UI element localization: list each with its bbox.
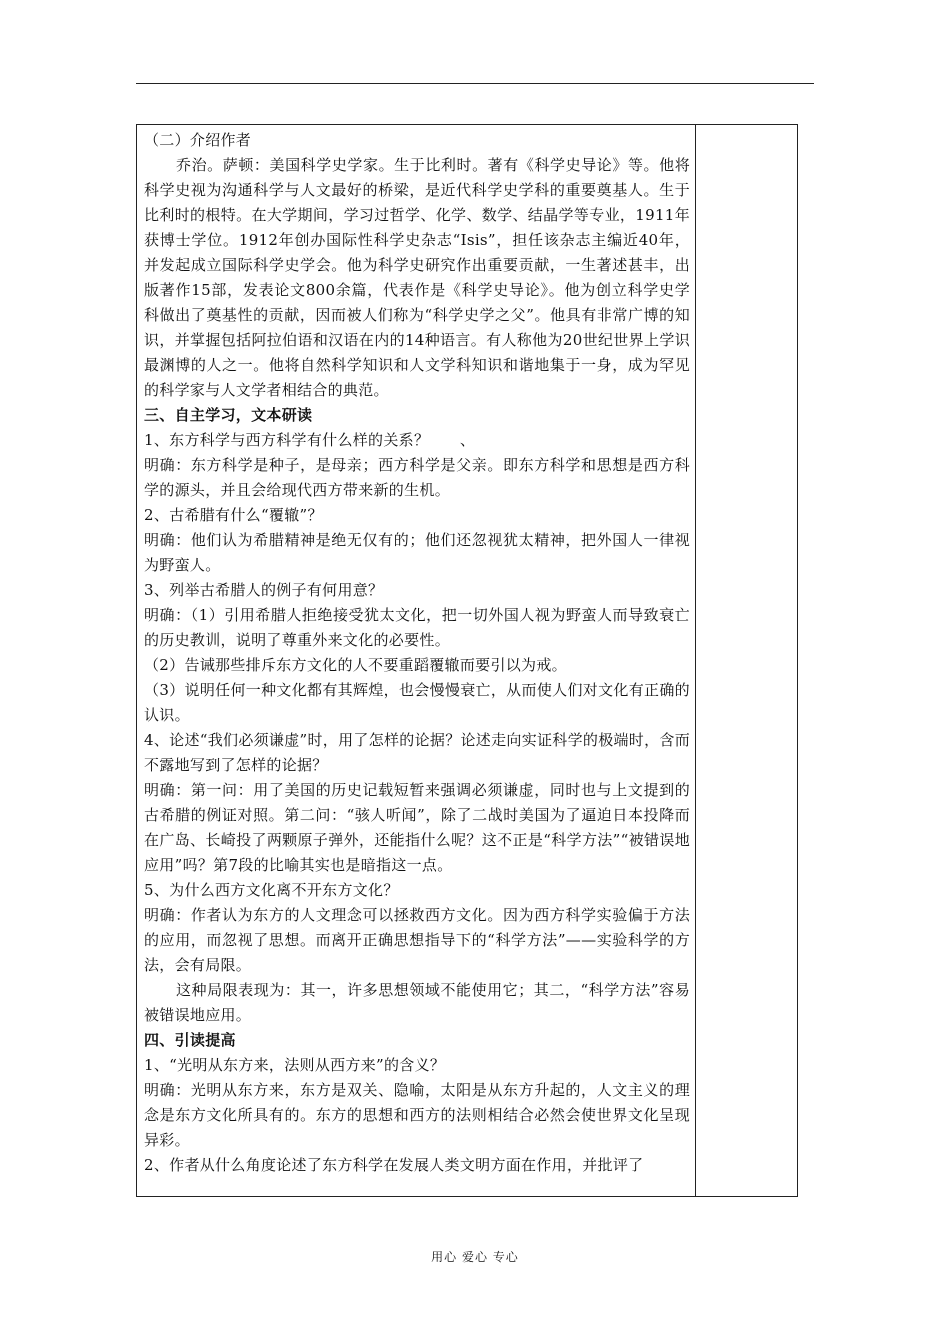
page-footer: 用心 爱心 专心 xyxy=(431,1250,519,1264)
block-a6 xyxy=(144,1078,690,1153)
block-a2 xyxy=(144,528,690,578)
question: 1、东方科学与西方科学有什么样的关系？ 、 xyxy=(144,431,476,449)
answer: 明确：作者认为东方的人文理念可以拯救西方文化。因为西方科学实验偏于方法的应用，而忽视了思想。而离开正确思想指导下的“科学方法”——实验科学的方法，会有局限。 xyxy=(144,906,690,974)
block-a5-limits xyxy=(144,978,690,1028)
question: 2、古希腊有什么“覆辙”？ xyxy=(144,506,323,524)
answer: 明确：东方科学是种子，是母亲；西方科学是父亲。即东方科学和思想是西方科学的源头，并且会给现代西方带来新的生机。 xyxy=(144,456,690,499)
lesson-content xyxy=(144,128,690,1178)
answer: 明确：他们认为希腊精神是绝无仅有的；他们还忽视犹太精神，把外国人一律视为野蛮人。 xyxy=(144,531,690,574)
block-section-intro-author xyxy=(144,128,690,153)
answer: （3）说明任何一种文化都有其辉煌，也会慢慢衰亡，从而使人们对文化有正确的认识。 xyxy=(144,681,690,724)
paragraph: 乔治。萨顿：美国科学史学家。生于比利时。著有《科学史导论》等。他将科学史视为沟通科学与人文最好的桥梁，是近代科学史学科的重要奠基人。生于比利时的根特。在大学期间，学习过哲学、化学、数学、结晶学等专业，1911年获博士学位。1912年创办国际性科学史杂志“Isis”，担任该杂志主编近40年，并发起成立国际科学史学会。他为科学史研究作出重要贡献，一生著述甚丰，出版著作15部，发表论文800余篇，代表作是《科学史导论》。他为创立科学史学科做出了奠基性的贡献，因而被人们称为“科学史学之父”。他具有非常广博的知识，并掌握包括阿拉伯语和汉语在内的14种语言。有人称他为20世纪世界上学识最渊博的人之一。他将自然科学知识和人文学科知识和谐地集于一身，成为罕见的科学家与人文学者相结合的典范。 xyxy=(144,156,690,399)
block-q4 xyxy=(144,728,690,778)
block-heading-4 xyxy=(144,1028,690,1053)
block-q2 xyxy=(144,503,690,528)
question: 4、论述“我们必须谦虚”时，用了怎样的论据？论述走向实证科学的极端时，含而不露地写到了怎样的论据？ xyxy=(144,731,690,774)
block-a5 xyxy=(144,903,690,978)
paragraph: （二）介绍作者 xyxy=(144,131,252,149)
block-author-bio xyxy=(144,153,690,403)
answer: 明确：光明从东方来，东方是双关、隐喻，太阳是从东方升起的，人文主义的理念是东方文化所具有的。东方的思想和西方的法则相结合必然会使世界文化呈现异彩。 xyxy=(144,1081,690,1149)
block-q3 xyxy=(144,578,690,603)
block-q6 xyxy=(144,1053,690,1078)
question: 2、作者从什么角度论述了东方科学在发展人类文明方面在作用，并批评了 xyxy=(144,1156,644,1174)
block-a1 xyxy=(144,453,690,503)
block-q5 xyxy=(144,878,690,903)
answer: 明确：（1）引用希腊人拒绝接受犹太文化，把一切外国人视为野蛮人而导致衰亡的历史教训，说明了尊重外来文化的必要性。 xyxy=(144,606,690,649)
block-a4 xyxy=(144,778,690,878)
section-heading: 三、自主学习，文本研读 xyxy=(144,406,313,424)
block-q1 xyxy=(144,428,690,453)
question: 5、为什么西方文化离不开东方文化？ xyxy=(144,881,399,899)
notes-column-divider xyxy=(695,124,696,1197)
answer: 明确：第一问：用了美国的历史记载短暂来强调必须谦虚，同时也与上文提到的古希腊的例证对照。第二问：“骇人听闻”，除了二战时美国为了逼迫日本投降而在广岛、长崎投了两颗原子弹外，还能指什么呢？这不正是“科学方法”“被错误地应用”吗？第7段的比喻其实也是暗指这一点。 xyxy=(144,781,690,874)
header-rule xyxy=(136,83,814,84)
answer: （2）告诫那些排斥东方文化的人不要重蹈覆辙而要引以为戒。 xyxy=(144,656,567,674)
question: 1、“光明从东方来，法则从西方来”的含义？ xyxy=(144,1056,446,1074)
section-heading: 四、引读提高 xyxy=(144,1031,236,1049)
block-a3-2 xyxy=(144,653,690,678)
block-heading-3 xyxy=(144,403,690,428)
block-q7 xyxy=(144,1153,690,1178)
question: 3、列举古希腊人的例子有何用意？ xyxy=(144,581,384,599)
answer: 这种局限表现为：其一，许多思想领域不能使用它；其二，“科学方法”容易被错误地应用。 xyxy=(144,981,690,1024)
block-a3-3 xyxy=(144,678,690,728)
block-a3-1 xyxy=(144,603,690,653)
